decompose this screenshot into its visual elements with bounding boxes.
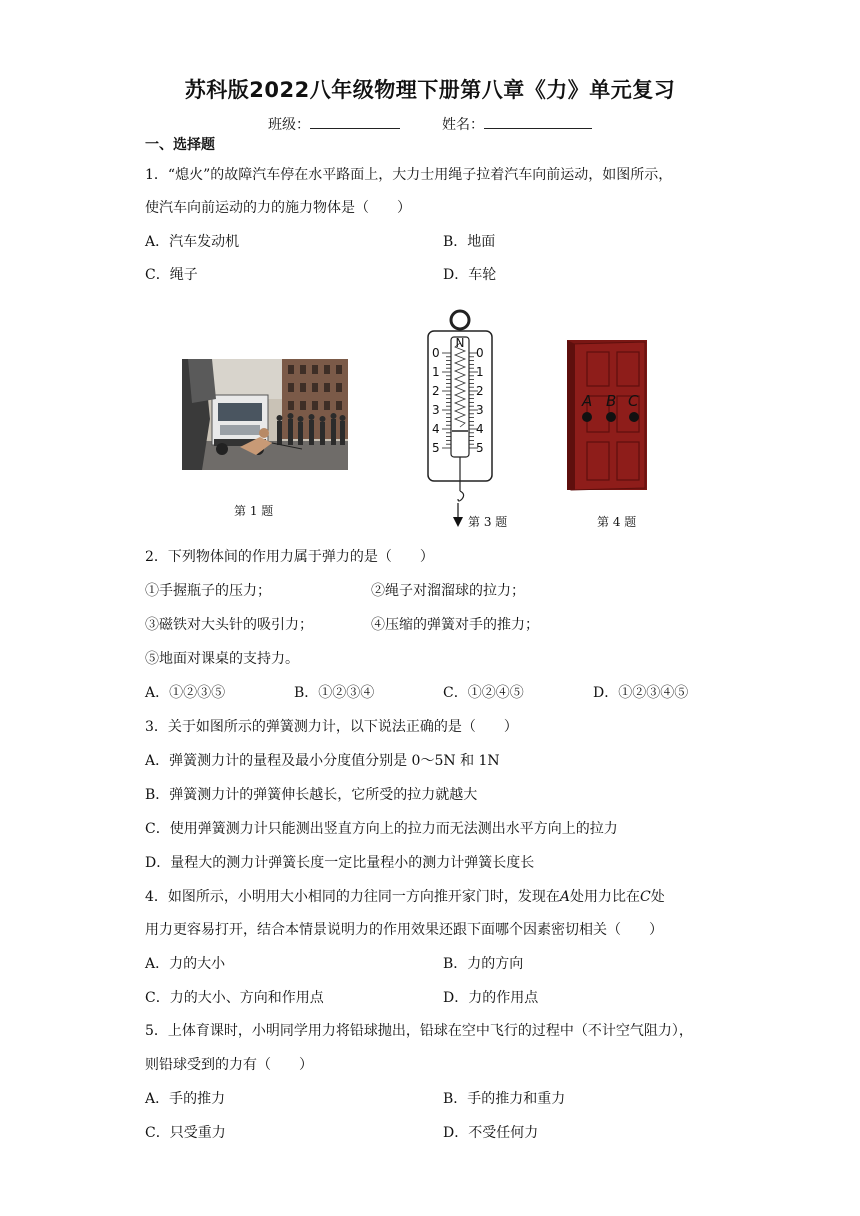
q2-item-4: ④压缩的弹簧对手的推力； — [371, 617, 539, 633]
name-label: 姓名： — [442, 117, 484, 133]
q1-option-d: D．车轮 — [443, 267, 497, 283]
q2-item-5: ⑤地面对课桌的支持力。 — [145, 651, 299, 667]
point-c-dot — [629, 412, 639, 422]
q1-option-a: A．汽车发动机 — [145, 234, 240, 250]
scale-label-r-4: 4 — [476, 422, 484, 436]
figure-4-caption: 第 4 题 — [597, 515, 637, 529]
q5-option-d: D．不受任何力 — [443, 1125, 539, 1141]
q4-option-d: D．力的作用点 — [443, 990, 539, 1006]
scale-label-l-1: 1 — [432, 365, 440, 379]
q2-option-b: B．①②③④ — [294, 685, 375, 701]
point-b-dot — [606, 412, 616, 422]
q3-option-c: C．使用弹簧测力计只能测出竖直方向上的拉力而无法测出水平方向上的拉力 — [145, 821, 618, 837]
q2-stem: 2．下列物体间的作用力属于弹力的是（ ） — [145, 549, 434, 565]
scale-label-r-5: 5 — [476, 441, 484, 455]
page-title: 苏科版2022八年级物理下册第八章《力》单元复习 — [184, 78, 676, 102]
scale-label-r-1: 1 — [476, 365, 484, 379]
q5-stem-line1: 5．上体育课时，小明同学用力将铅球抛出，铅球在空中飞行的过程中（不计空气阻力）， — [145, 1023, 693, 1039]
scale-label-r-0: 0 — [476, 346, 484, 360]
name-field — [442, 114, 592, 134]
q2-item-3: ③磁铁对大头针的吸引力； — [145, 617, 313, 633]
point-b-label: B — [606, 392, 617, 410]
scale-label-r-3: 3 — [476, 403, 484, 417]
truck-pull-photo — [182, 359, 348, 470]
q1-option-c: C．绳子 — [145, 267, 198, 283]
class-field — [268, 114, 400, 134]
spring-scale-diagram — [418, 305, 502, 531]
q4-stem-line2: 用力更容易打开，结合本情景说明力的作用效果还跟下面哪个因素密切相关（ ） — [145, 922, 663, 938]
q2-item-1: ①手握瓶子的压力； — [145, 583, 271, 599]
point-c-label: C — [628, 392, 639, 410]
q2-item-2: ②绳子对溜溜球的拉力； — [371, 583, 525, 599]
q2-option-c: C．①②④⑤ — [443, 685, 524, 701]
q4-point-a: A — [559, 889, 571, 905]
point-a-dot — [582, 412, 592, 422]
figure-1-caption: 第 1 题 — [234, 504, 274, 518]
q4-stem-part1: 4．如图所示，小明用大小相同的力往同一方向推开家门时，发现在 — [145, 889, 560, 905]
q1-option-b: B．地面 — [443, 234, 496, 250]
class-label: 班级： — [268, 117, 310, 133]
q3-option-b: B．弹簧测力计的弹簧伸长越长，它所受的拉力就越大 — [145, 787, 478, 803]
scale-label-l-2: 2 — [432, 384, 440, 398]
q3-option-a: A．弹簧测力计的量程及最小分度值分别是 0～5N 和 1N — [145, 753, 500, 769]
q5-option-c: C．只受重力 — [145, 1125, 226, 1141]
scale-unit-label: N — [455, 336, 465, 350]
scale-label-l-3: 3 — [432, 403, 440, 417]
q5-stem-line2: 则铅球受到的力有（ ） — [145, 1057, 313, 1073]
scale-label-l-5: 5 — [432, 441, 440, 455]
q1-stem-line1: 1．“熄火”的故障汽车停在水平路面上，大力士用绳子拉着汽车向前运动，如图所示， — [145, 167, 673, 183]
scale-label-r-2: 2 — [476, 384, 484, 398]
door-diagram — [565, 338, 651, 493]
name-blank — [484, 116, 592, 129]
q3-stem: 3．关于如图所示的弹簧测力计，以下说法正确的是（ ） — [145, 719, 518, 735]
q5-option-a: A．手的推力 — [145, 1091, 226, 1107]
q4-stem-line1 — [145, 886, 665, 906]
q4-option-a: A．力的大小 — [145, 956, 226, 972]
q2-option-a: A．①②③⑤ — [145, 685, 226, 701]
q2-option-d: D．①②③④⑤ — [593, 685, 689, 701]
q4-point-c: C — [640, 889, 651, 905]
q4-stem-part3: 处 — [650, 889, 665, 905]
figure-3-caption: 第 3 题 — [468, 515, 508, 529]
q5-option-b: B．手的推力和重力 — [443, 1091, 566, 1107]
point-a-label: A — [582, 392, 593, 410]
class-blank — [310, 116, 400, 129]
q1-stem-line2: 使汽车向前运动的力的施力物体是（ ） — [145, 200, 411, 216]
q4-stem-part2: 处用力比在 — [570, 889, 641, 905]
q4-option-c: C．力的大小、方向和作用点 — [145, 990, 324, 1006]
scale-label-l-4: 4 — [432, 422, 440, 436]
q3-option-d: D．量程大的测力计弹簧长度一定比量程小的测力计弹簧长度长 — [145, 855, 535, 871]
scale-label-l-0: 0 — [432, 346, 440, 360]
section-heading: 一、选择题 — [145, 137, 215, 153]
q4-option-b: B．力的方向 — [443, 956, 524, 972]
